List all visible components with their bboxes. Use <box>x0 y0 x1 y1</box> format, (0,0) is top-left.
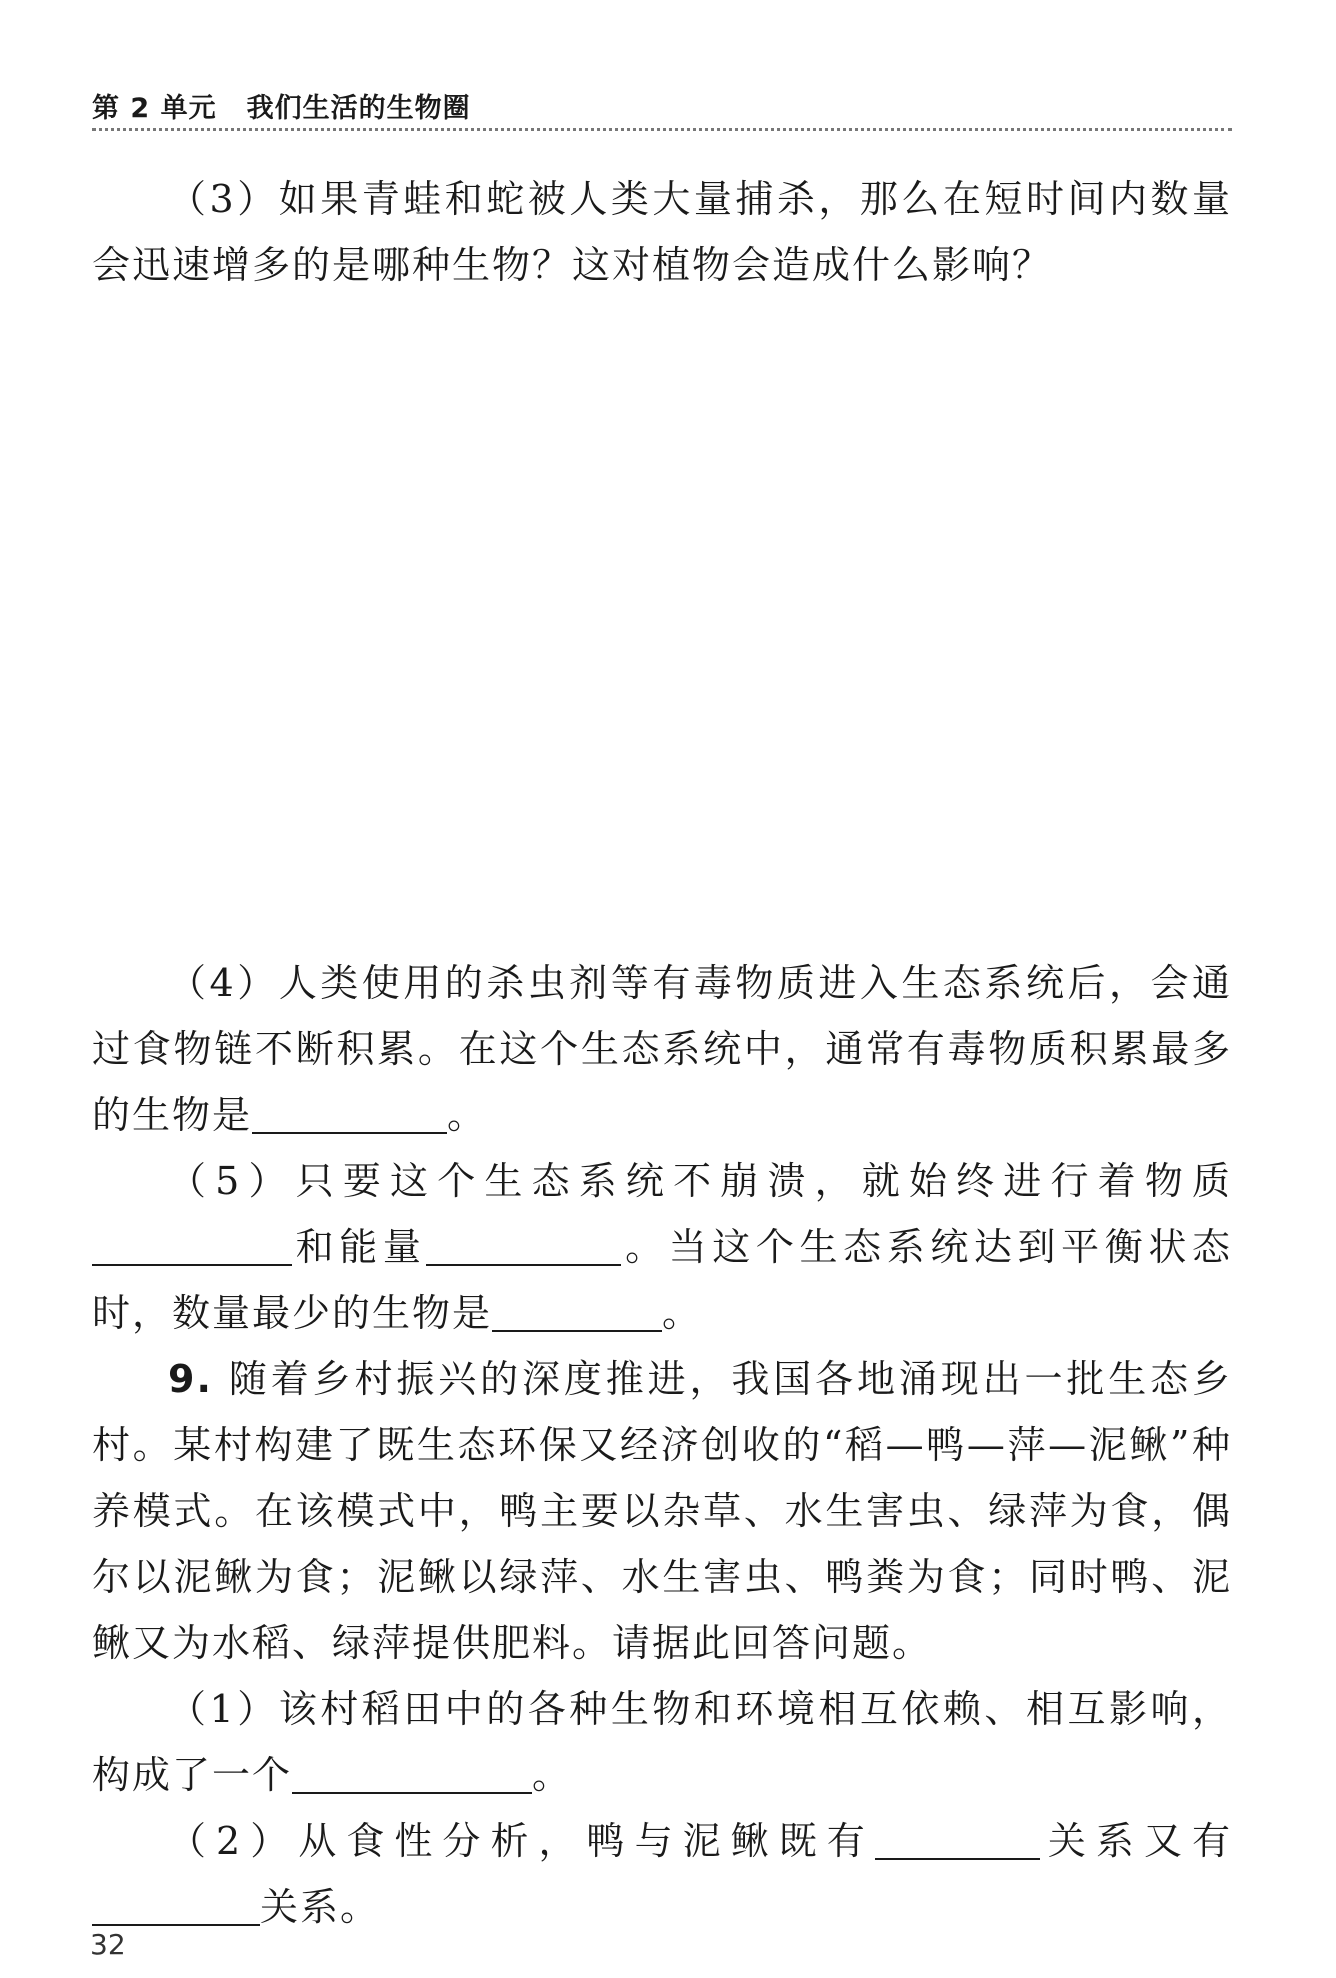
question-8-4: （4）人类使用的杀虫剂等有毒物质进入生态系统后，会通过食物链不断积累。在这个生态系统中，通常有毒物质积累最多的生物是 。 <box>92 961 1232 1137</box>
page-header <box>92 86 1232 131</box>
question-9-1: （1）该村稻田中的各种生物和环境相互依赖、相互影响，构成了一个 。 <box>92 1687 1232 1797</box>
question-9-intro: 9. 随着乡村振兴的深度推进，我国各地涌现出一批生态乡村。某村构建了既生态环保又经济创收的“稻—鸭—萍—泥鳅”种养模式。在该模式中，鸭主要以杂草、水生害虫、绿萍为食，偶尔以泥鳅为食；泥鳅以绿萍、水生害虫、鸭粪为食；同时鸭、泥鳅又为水稻、绿萍提供肥料。请据此回答问题。 <box>92 1357 1232 1665</box>
unit-label: 第 2 单元 <box>92 93 217 124</box>
page-content <box>92 166 1232 1940</box>
answer-space <box>92 298 1232 950</box>
answer-blank[interactable] <box>492 1290 662 1332</box>
answer-blank[interactable] <box>426 1224 621 1266</box>
answer-blank[interactable] <box>875 1818 1040 1860</box>
answer-blank[interactable] <box>92 1884 260 1926</box>
question-8-3: （3）如果青蛙和蛇被人类大量捕杀，那么在短时间内数量会迅速增多的是哪种生物？这对植物会造成什么影响？ <box>92 177 1232 287</box>
question-8-5: （5）只要这个生态系统不崩溃，就始终进行着物质和能量 。当这个生态系统达到平衡状态时，数量最少的生物是 。 <box>92 1159 1232 1335</box>
answer-blank[interactable] <box>292 1752 532 1794</box>
question-9-2: （2）从食性分析，鸭与泥鳅既有 关系又有关系。 <box>92 1808 1232 1940</box>
answer-blank[interactable] <box>92 1224 292 1266</box>
page-number: 32 <box>90 1928 126 1961</box>
answer-blank[interactable] <box>252 1092 447 1134</box>
question-number: 9. <box>168 1357 213 1401</box>
unit-title: 我们生活的生物圈 <box>246 93 471 124</box>
